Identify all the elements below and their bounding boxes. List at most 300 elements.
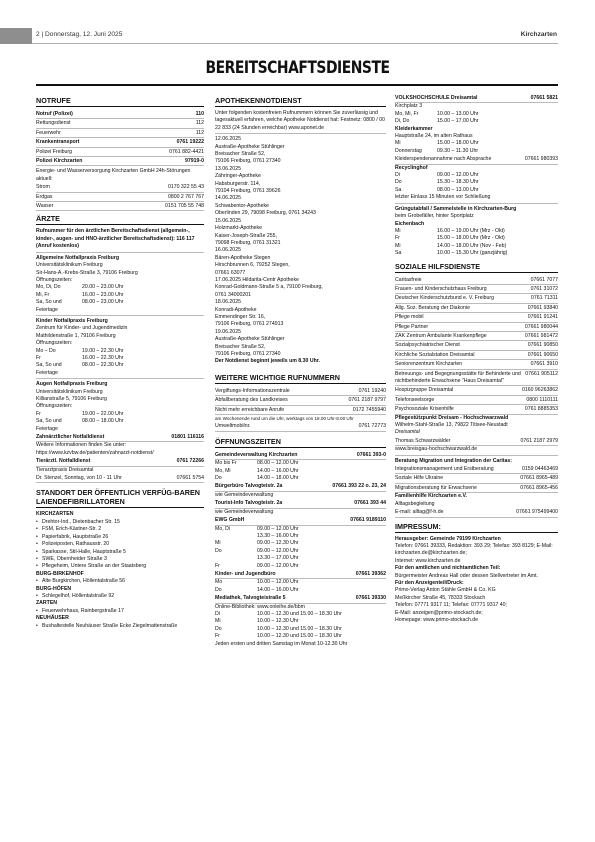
gruengut-title: Grüngutabfall / Sammelstelle in Kirchzarten-Burg — [395, 205, 517, 212]
weitere-row-label: Vergiftungs-Informationszentrale — [215, 387, 290, 394]
augen-notfall-address — [36, 389, 204, 411]
impressum-line: Telefon: 07771 9317 11; Telefax: 07771 9317 40; — [395, 602, 508, 609]
soziale-row-value: 0761 8885353 — [524, 406, 558, 413]
defi-burg-hoefen-list — [36, 593, 204, 600]
apotheke-line: 19.06.2025 — [215, 328, 241, 335]
mediathek-hour — [215, 626, 386, 633]
kleiderkammer-title: Kleiderkammer — [395, 125, 433, 132]
page-title: BEREITSCHAFTSDIENSTE — [205, 58, 390, 78]
kinder-notfall-address — [36, 325, 204, 347]
migration-row-value: 07661 8965-489 — [520, 475, 558, 482]
apotheke-line: 79104 Freiburg, 0761 39626 — [215, 188, 281, 195]
gemeinde-hour-day: Mo bis Fr — [215, 460, 237, 467]
notruf-row — [36, 119, 204, 128]
vhs-hours — [395, 111, 558, 126]
kleiderkammer-hour-time: 09.30 – 11.30 Uhr — [437, 147, 479, 154]
apotheke-line: 17.06.2025 Hildarita-Centr Apotheke — [215, 276, 299, 283]
soziale-row — [395, 396, 558, 405]
notruf-row — [36, 110, 204, 119]
apotheke-line: Zähringer-Apotheke — [215, 173, 261, 180]
defi-item: • Polizeiposten, Rathausstr. 20 — [36, 541, 204, 548]
soziale-row-value: 0160 96263862 — [521, 387, 558, 394]
augen-line: Universitätsklinikum Freiburg — [36, 388, 103, 395]
augen-line: Killianstraße 5, 79106 Freiburg — [36, 396, 107, 402]
allg-hour-time: 20.00 – 23.00 Uhr — [82, 284, 124, 291]
mediathek-hour-time: 10.00 – 12.30 Uhr — [257, 618, 299, 625]
recyclinghof-hour-day: Sa — [395, 186, 402, 193]
apotheke-line: 79106 Freiburg, 0761 27340 — [215, 351, 281, 357]
gruengut-address: beim Grobefäller, hinter Sportplatz — [395, 213, 474, 220]
gruengut-hour-day: Sa — [395, 250, 402, 257]
apotheke-line: Oberlinden 29, 79098 Freiburg, 0761 34243 — [215, 210, 316, 217]
notruf-row-label: Krankentransport — [36, 139, 80, 146]
allg-hour — [36, 284, 204, 291]
energie-row — [36, 193, 204, 202]
apotheke-line: 16.06.2025 — [215, 247, 241, 254]
mediathek-hour — [215, 611, 386, 618]
migration-row — [395, 484, 558, 493]
header-tab — [0, 28, 32, 44]
migration-list — [395, 465, 558, 493]
soziale-row-value: 0800 1110111 — [526, 396, 558, 403]
defi-item: • Pflegeheim, Untere Straße an der Staatsberg — [36, 563, 204, 570]
defi-kirchzarten: KIRCHZARTEN — [36, 511, 74, 518]
augen-line: Öffnungszeiten: — [36, 403, 73, 410]
apotheke-line: Austraße-Apotheke Stühlinger — [215, 143, 285, 150]
mediathek-hour-day: Di — [215, 610, 220, 617]
kinderbuero-hour — [215, 579, 386, 586]
apotheken-intro: Unter folgenden kostenfreien Rufnummern können Sie zuverlässig und tagesaktuell erfahren, welche Apotheke Notdienst hat: Festnetz: 0800 / 00 22 833 (24 Stunden erreichbar) www.aponet.de — [215, 110, 385, 131]
soziale-row-label: Psychosoziale Krisenhilfe — [395, 406, 454, 413]
kinder-line: Mathildenstraße 1, 79106 Freiburg — [36, 332, 116, 339]
soziale-row — [395, 276, 558, 285]
recyclinghof-hour-day: Do — [395, 179, 402, 186]
recyclinghof-hour-time: 09.00 – 12.00 Uhr — [437, 172, 479, 179]
energie-text: Energie- und Wasserversorgung Kirchzarten GmbH 24h-Störungen aktuell: — [36, 168, 191, 182]
page-date: 2 | Donnerstag, 12. Juni 2025 — [36, 31, 123, 38]
impressum-heading: IMPRESSUM: — [395, 523, 558, 533]
notrufe-list — [36, 110, 204, 166]
soziale-row-label: Frauen- und Kinderschutzhaus Freiburg — [395, 285, 487, 292]
familienhilfe-title: Familienhilfe Kirchzarten e.V. — [395, 493, 467, 500]
gemeinde-hour-day: Mo, Mi — [215, 467, 231, 474]
soziale-row-value: 0761 71311 — [530, 295, 558, 302]
gemeinde-hour — [215, 468, 386, 475]
ewg-hour-time: 09.00 – 12.00 Uhr — [257, 562, 299, 569]
gruengut-hour-time: 14.00 – 18.00 Uhr (Nov - Feb) — [437, 242, 507, 249]
kinder-hour — [36, 348, 204, 355]
soziale-row-value: 07661 981472 — [524, 332, 558, 339]
notruf-row-value: 0761 19222 — [176, 139, 204, 146]
gruengut-hour-day: Fr — [395, 235, 400, 242]
energie-row-value: 0170 322 55 43 — [167, 184, 204, 191]
page-header — [0, 28, 595, 44]
energie-row — [36, 202, 204, 211]
apotheke-line: Konrad-Goldmann-Straße 5 a, 79100 Freiburg, — [215, 284, 323, 291]
impressum-line: Homepage: www.primo-stockach.de — [395, 616, 479, 623]
zahn-row: Zahnärztlicher Notfalldienst 01801 116116 — [36, 433, 204, 442]
impressum-line: Bürgermeister Andreas Hall oder dessen Stellvertreter im Amt. — [395, 572, 539, 579]
oeffnung-heading: ÖFFNUNGSZEITEN — [215, 438, 386, 448]
defi-item: • Bushaltestelle Neuhäuser Straße Ecke Ziegelmattenstraße — [36, 623, 204, 630]
energie-row-label: Strom — [36, 184, 50, 191]
apotheke-line: 79106 Freiburg, 0761 274913 — [215, 321, 284, 328]
notruf-row-label: Polizei Freiburg — [36, 148, 73, 155]
defi-item: • SWE, Obernheider Straße 3 — [36, 556, 204, 563]
energie-row-label: Wasser — [36, 203, 54, 210]
kinderbuero-hour-day: Do — [215, 586, 222, 593]
defi-burg-hoefen: BURG-HÖFEN — [36, 585, 72, 592]
kinder-notfall-hours — [36, 348, 204, 378]
soziale-row-label: Hospizgruppe Dreisamtal — [395, 387, 454, 394]
title-rule — [36, 84, 558, 86]
soziale-heading: SOZIALE HILFSDIENSTE — [395, 263, 558, 273]
zahn-text: Weitere Informationen finden Sie unter: https://www.kzvbw.de/patienten/zahnarzt-notdienst/ — [36, 442, 154, 456]
pflege-web[interactable]: www.breisgau-hochschwarzwald.de — [395, 446, 478, 453]
soziale-row-value: 07661 90650 — [527, 351, 558, 358]
impressum-line: Internet: www.kirchzarten.de — [395, 557, 461, 564]
weitere-heading: WEITERE WICHTIGE RUFNUMMERN — [215, 374, 386, 384]
allg-hour — [36, 292, 204, 299]
allg-notfall-title: Allgemeine Notfallpraxis Freiburg — [36, 254, 120, 261]
soziale-row — [395, 341, 558, 350]
soziale-row-label: Pflege mobil — [395, 314, 424, 321]
mediathek-hour-time: 10.00 – 12.30 und 15.00 – 18.30 Uhr — [257, 610, 342, 617]
kleiderkammer-address: Hauptstraße 24, im alten Rathaus — [395, 133, 473, 140]
soziale-row — [395, 370, 558, 387]
allg-hour-time: 16.00 – 23.00 Uhr — [82, 291, 124, 298]
apotheke-line: 07661 63077 — [215, 269, 246, 276]
impressum-text — [395, 536, 558, 625]
recyclinghof-hours — [395, 172, 558, 194]
kleiderkammer-hour-day: Mi — [395, 140, 401, 147]
augen-hour-day: Fr — [36, 410, 41, 417]
allg-notfall-hours — [36, 284, 204, 314]
migration-row-label: Integrationsmanagement und Erstberatung — [395, 466, 494, 473]
kinder-hour — [36, 362, 204, 377]
mediathek-hours — [215, 611, 386, 641]
defi-item: • Drehtor-Ind., Dietenbacher Str. 15 — [36, 519, 204, 526]
stoerung-row: Nicht mehr erreichbare Anrufe 0172 7455940 — [215, 406, 386, 415]
buergerbuero-note: wie Gemeindeverwaltung — [215, 491, 274, 498]
notruf-row-label: Polizei Kirchzarten — [36, 158, 83, 165]
ewg-hour-time: 13.30 – 17.00 Uhr — [257, 555, 299, 562]
mediathek-footer: Jeden ersten und dritten Samstag im Monat 10-12.30 Uhr — [215, 640, 348, 647]
defi-zarten-list — [36, 608, 204, 615]
gemeinde-row: Gemeindeverwaltung Kirchzarten 07661 393-0 — [215, 451, 386, 460]
defi-item: • Alte Burgkirchen, Höllentalstraße 56 — [36, 578, 204, 585]
ewg-hour-day: Mo, Di — [215, 525, 230, 532]
ewg-hour-time: 09.00 – 12.00 Uhr — [257, 547, 299, 554]
soziale-row-label: Kirchliche Sozialstation Dreisamtal — [395, 351, 475, 358]
soziale-row — [395, 323, 558, 332]
notruf-row — [36, 157, 204, 166]
mediathek-online: Online-Bibliothek: www.onleihe.de/bbm — [215, 603, 305, 610]
kleiderspende-row: Kleiderspendenannahme nach Absprache 07661 980393 — [395, 155, 558, 164]
notruf-row-value: 110 — [195, 111, 204, 117]
soziale-row-label: Telefonseelsorge — [395, 396, 435, 403]
notruf-row-value: 97919-0 — [184, 158, 204, 165]
ewg-hour-time: 13.30 – 16.00 Uhr — [257, 532, 299, 539]
gruengut-hour — [395, 243, 558, 250]
vhs-hour-day: Di, Do — [395, 118, 410, 125]
augen-hour-day: Sa, So und Feiertage — [36, 418, 62, 432]
kinder-hour-day: Sa, So und Feiertage — [36, 362, 62, 376]
defi-kirchzarten-list — [36, 519, 204, 571]
vhs-hour — [395, 111, 558, 118]
familienhilfe-sub: Alltagsbegleitung — [395, 500, 435, 507]
soziale-row-value: 07661 905112 — [525, 370, 558, 377]
notruf-row — [36, 148, 204, 157]
kinder-hour — [36, 355, 204, 362]
column-right — [395, 94, 558, 624]
impressum-line: Meßkircher Straße 45, 78333 Stockach — [395, 594, 486, 601]
mediathek-hour-time: 10.00 – 12.30 und 15.00 – 18.30 Uhr — [257, 633, 342, 640]
ewg-hour-day: Mi — [215, 540, 221, 547]
migration-row — [395, 474, 558, 483]
tourist-row: Tourist-Info Talvogteistr. 2a 07661 393 44 — [215, 499, 386, 508]
migration-title: Beratung Migration und Integration der Caritas: — [395, 457, 513, 464]
pflege-sub: Dreisamtal — [395, 429, 420, 436]
weitere-row-label: Abfallberatung des Landkreises — [215, 397, 288, 404]
soziale-row — [395, 351, 558, 360]
recyclinghof-hour — [395, 187, 558, 194]
gemeinde-hour-time: 14.00 – 16.00 Uhr — [257, 467, 299, 474]
soziale-row-value: 07661 90850 — [527, 342, 558, 349]
tier-row: Tierärztl. Notfalldienst 0761 72266 — [36, 457, 204, 466]
apotheke-line: Breisacher Straße 52, — [215, 151, 266, 158]
ewg-hour-time: 09.00 – 12.30 Uhr — [257, 540, 299, 547]
vhs-hour-time: 15.00 – 17.00 Uhr — [437, 118, 479, 125]
pflege-row: Thomas Schwarzwälder 0761 2187 2979 — [395, 437, 558, 446]
notruf-row-value: 0761 882-4421 — [169, 148, 204, 155]
weitere-row — [215, 387, 386, 396]
buergerbuero-row: Bürgerbüro Talvogteistr. 2a 07661 393 22 o. 23, 24 — [215, 482, 386, 491]
impressum-line: Herausgeber: Gemeinde 79199 Kirchzarten — [395, 535, 501, 542]
soziale-row-value: 07661 980044 — [524, 323, 558, 330]
apotheke-line: 79098 Freiburg, 0761 31321 — [215, 239, 281, 246]
allg-line: Universitätsklinikum Freiburg — [36, 262, 103, 269]
migration-row-label: Soziale Hilfe Ukraine — [395, 475, 444, 482]
defi-heading: STANDORT DER ÖFFENTLICH VERFÜG-BAREN LAIENDEFIBRILLATOREN — [36, 489, 204, 508]
ewg-hour-time: 09.00 – 12.00 Uhr — [257, 525, 299, 532]
soziale-row-label: Deutscher Kinderschutzbund e. V. Freiburg — [395, 295, 495, 302]
soziale-row-label: Seniorenzentrum Kirchzarten — [395, 361, 463, 368]
gemeinde-hour-day: Do — [215, 475, 222, 482]
weitere-row — [215, 396, 386, 405]
augen-hour-time: 08.00 – 18.00 Uhr — [82, 418, 124, 425]
soziale-row — [395, 386, 558, 395]
kinder-hour-day: Mo – Do — [36, 347, 56, 354]
augen-hour — [36, 411, 204, 418]
allg-hour — [36, 299, 204, 314]
augen-notfall-hours — [36, 411, 204, 433]
kinder-hour-time: 08.00 – 22.30 Uhr — [82, 362, 124, 369]
gruengut-hours — [395, 228, 558, 258]
soziale-row — [395, 313, 558, 322]
apotheke-line: Schwabentor-Apotheke — [215, 202, 269, 209]
kinder-line: Öffnungszeiten: — [36, 340, 73, 347]
ewg-hour-day: Fr — [215, 562, 220, 569]
kinderbuero-hour — [215, 587, 386, 594]
impressum-line: Telefon: 07661 39333, Redaktion: 393 29; Telefax: 393 8129; E-Mail: kirchzarten.de@kirchzarten.de; — [395, 542, 553, 557]
weitere-row-value: 0761 2187 9797 — [348, 397, 386, 404]
mediathek-hour-day: Mi — [215, 618, 221, 625]
header-rule — [32, 43, 558, 44]
apotheken-footer: Der Notdienst beginnt jeweils um 8.30 Uhr. — [215, 358, 320, 365]
apotheke-line: Habsburgerstr. 114, — [215, 180, 261, 187]
vhs-row: VOLKSHOCHSCHULE Dreisamtal 07661 5821 — [395, 94, 558, 103]
weitere-list — [215, 387, 386, 406]
apotheken-heading: APOTHEKENNOTDIENST — [215, 97, 386, 107]
allg-hour-day: Sa, So und Feiertage — [36, 299, 62, 313]
notrufe-heading: NOTRUFE — [36, 97, 204, 107]
mediathek-hour-day: Fr — [215, 633, 220, 640]
gruengut-hour-time: 15.00 – 18.00 Uhr (Mrz - Okt) — [437, 235, 505, 242]
migration-row-value: 07661 8965-456 — [520, 484, 558, 491]
defi-item: • FSM, Erich-Kästner-Str. 2 — [36, 526, 204, 533]
ewg-hour — [215, 533, 386, 540]
ewg-hour-day — [215, 533, 257, 540]
soziale-row-value: 07661 7077 — [530, 276, 558, 283]
migration-row — [395, 465, 558, 474]
column-left — [36, 94, 204, 630]
soziale-row-label: Pflege Partner — [395, 323, 429, 330]
notruf-row-label: Notruf (Polizei) — [36, 111, 73, 117]
kinder-notfall-title: Kinder Notfallpraxis Freiburg — [36, 317, 108, 324]
notruf-row — [36, 129, 204, 138]
gemeinde-hour-time: 14.00 – 18.00 Uhr — [257, 475, 299, 482]
notruf-row-value: 112 — [195, 129, 204, 136]
gruengut-hour-day: Mi — [395, 227, 401, 234]
aerzte-heading: ÄRZTE — [36, 215, 204, 225]
soziale-row-value: 07661 91241 — [527, 314, 558, 321]
kinderbuero-row: Kinder- und Jugendbüro 07661 39362 — [215, 570, 386, 579]
gruengut-hour — [395, 235, 558, 242]
allg-line: Sir-Hans-A.-Krebs-Straße 3, 79106 Freiburg — [36, 269, 138, 276]
allg-hour-day: Mo, Di, Do — [36, 284, 61, 291]
notruf-row — [36, 138, 204, 147]
recyclinghof-note: letzter Einlass 15 Minuten vor Schließung — [395, 194, 491, 201]
defi-neuhaeuser-list — [36, 623, 204, 630]
recyclinghof-hour-day: Di — [395, 172, 400, 179]
weitere-row-value: 0761 19240 — [358, 387, 386, 394]
apotheke-line: Bären-Apotheke Stegen — [215, 254, 271, 261]
gruengut-hour — [395, 250, 558, 257]
allg-notfall-address — [36, 262, 204, 284]
apotheke-line: 13.06.2025 — [215, 165, 241, 172]
apotheke-line: 12.06.2025 — [215, 136, 241, 143]
soziale-row-value: 07661 3910 — [530, 361, 558, 368]
kleiderkammer-hour-time: 15.00 – 18.00 Uhr — [437, 140, 479, 147]
tourist-note: wie Gemeindeverwaltung — [215, 508, 274, 515]
gruengut-hour-day: Mi — [395, 242, 401, 249]
soziale-row-value: 0761 31072 — [530, 285, 558, 292]
soziale-row — [395, 285, 558, 294]
augen-notfall-title: Augen Notfallpraxis Freiburg — [36, 381, 108, 388]
soziale-row-label: ZAK Zentrum Ambulante Krankenpflege — [395, 332, 487, 339]
apotheke-line: Emmendinger Str. 16, — [215, 313, 266, 320]
recyclinghof-hour-time: 08.00 – 13.00 Uhr — [437, 186, 479, 193]
apotheke-line: 15.06.2025 — [215, 217, 241, 224]
energie-row-label: Erdgas — [36, 193, 53, 200]
soziale-list — [395, 276, 558, 415]
defi-item: • Sparkasse, Stil-Halle, Hauptstraße 5 — [36, 549, 204, 556]
soziale-row-label: Betreuungs- und Begegnungsstätte für Behinderte und nichtbehinderte Erwachsene "Haus Dreisamtal" — [395, 370, 521, 384]
apotheke-line: Hirschbrunnen 6, 79252 Stegen, — [215, 262, 290, 269]
kinder-hour-day: Fr — [36, 354, 41, 361]
apotheke-line: 18.06.2025 — [215, 299, 241, 306]
apotheke-line: 14.06.2025 — [215, 195, 241, 202]
gruengut-hour-time: 10.00 – 15.30 Uhr (ganzjährig) — [437, 250, 508, 257]
vhs-address: Kirchplatz 3 — [395, 103, 423, 110]
augen-hour — [36, 418, 204, 433]
apotheken-list — [215, 136, 386, 358]
defi-burg: BURG-BIRKENHOF — [36, 570, 84, 577]
gemeinde-hour — [215, 475, 386, 482]
impressum-line: Für den amtlichen und nichtamtlichen Teil: — [395, 565, 501, 572]
ewg-hour — [215, 563, 386, 570]
allg-line: Öffnungszeiten: — [36, 276, 73, 283]
energie-row-value: 0800 2 767 767 — [167, 193, 204, 200]
mediathek-hour — [215, 633, 386, 640]
soziale-row — [395, 294, 558, 303]
apotheke-line: Holzmarkt-Apotheke — [215, 225, 262, 232]
kinder-hour-time: 19.00 – 22.30 Uhr — [82, 347, 124, 354]
pflege-address: Wilhelm-Stahl-Straße 13, 79822 Titisee-Neustadt — [395, 422, 508, 429]
kinderbuero-hours — [215, 579, 386, 594]
mediathek-row: Mediathek, Talvogteistraße 5 07661 39330 — [215, 594, 386, 603]
apotheke-line: Kaiser-Joseph-Straße 255, — [215, 232, 277, 239]
notruf-row-label: Rettungsdienst — [36, 120, 71, 127]
gruengut-hour-time: 16.00 – 19.00 Uhr (Mrz - Okt) — [437, 227, 505, 234]
gruengut-sub: Eichenbach — [395, 220, 425, 227]
kinderbuero-hour-day: Mo — [215, 579, 223, 586]
kinderbuero-hour-time: 14.00 – 16.00 Uhr — [257, 586, 299, 593]
kinderbuero-hour-time: 10.00 – 12.00 Uhr — [257, 579, 299, 586]
pflege-title: Pflegestützpunkt Dreisam - Hochschwarzwald — [395, 414, 509, 421]
recyclinghof-title: Recyclinghof — [395, 164, 428, 171]
defi-burg-list — [36, 578, 204, 585]
town-name: Kirchzarten — [520, 31, 557, 38]
allg-hour-day: Mi, Fr — [36, 291, 50, 298]
allg-hour-time: 08.00 – 23.00 Uhr — [82, 299, 124, 306]
ewg-hour — [215, 548, 386, 555]
ewg-hour — [215, 540, 386, 547]
mediathek-hour — [215, 618, 386, 625]
apotheke-line: Breisacher Straße 52, — [215, 343, 266, 350]
ewg-hours — [215, 526, 386, 570]
kleiderkammer-hour — [395, 148, 558, 155]
energie-list — [36, 183, 204, 211]
tier-line-1: Tierarztpraxis Dreisamtal — [36, 466, 94, 473]
soziale-row — [395, 332, 558, 341]
kleiderkammer-hours — [395, 140, 558, 155]
tier-row-2: Dr. Stenzel, Sonntag, von 10 - 11 Uhr 07661 5754 — [36, 474, 204, 483]
soziale-row-value: 07661 93840 — [527, 304, 558, 311]
defi-neuhaeuser: NEUHÄUSER — [36, 615, 69, 622]
kleiderkammer-hour-day: Donnerstag — [395, 147, 422, 154]
vhs-hour-time: 10.00 – 13.00 Uhr — [437, 110, 479, 117]
ewg-hour-day: Do — [215, 547, 222, 554]
gemeinde-hour-time: 08.00 – 12.00 Uhr — [257, 460, 299, 467]
aerzte-intro: Rufnummer für den ärztlichen Bereitschaftsdienst (allgemein-, kinder-, augen- und HNO-ärztlicher Bereitschaftsdienst): 116 117 (Anruf kostenlos) — [36, 228, 195, 250]
defi-item: • Feuerwehrhaus, Rainbergstraße 17 — [36, 608, 204, 615]
kinder-line: Zentrum für Kinder- und Jugendmedizin — [36, 325, 128, 332]
impressum-line: Für den Anzeigenteil/Druck: — [395, 579, 464, 586]
recyclinghof-hour — [395, 179, 558, 186]
familienhilfe-row: E-mail: alltag@f-h.de 07661 975499400 — [395, 508, 558, 517]
